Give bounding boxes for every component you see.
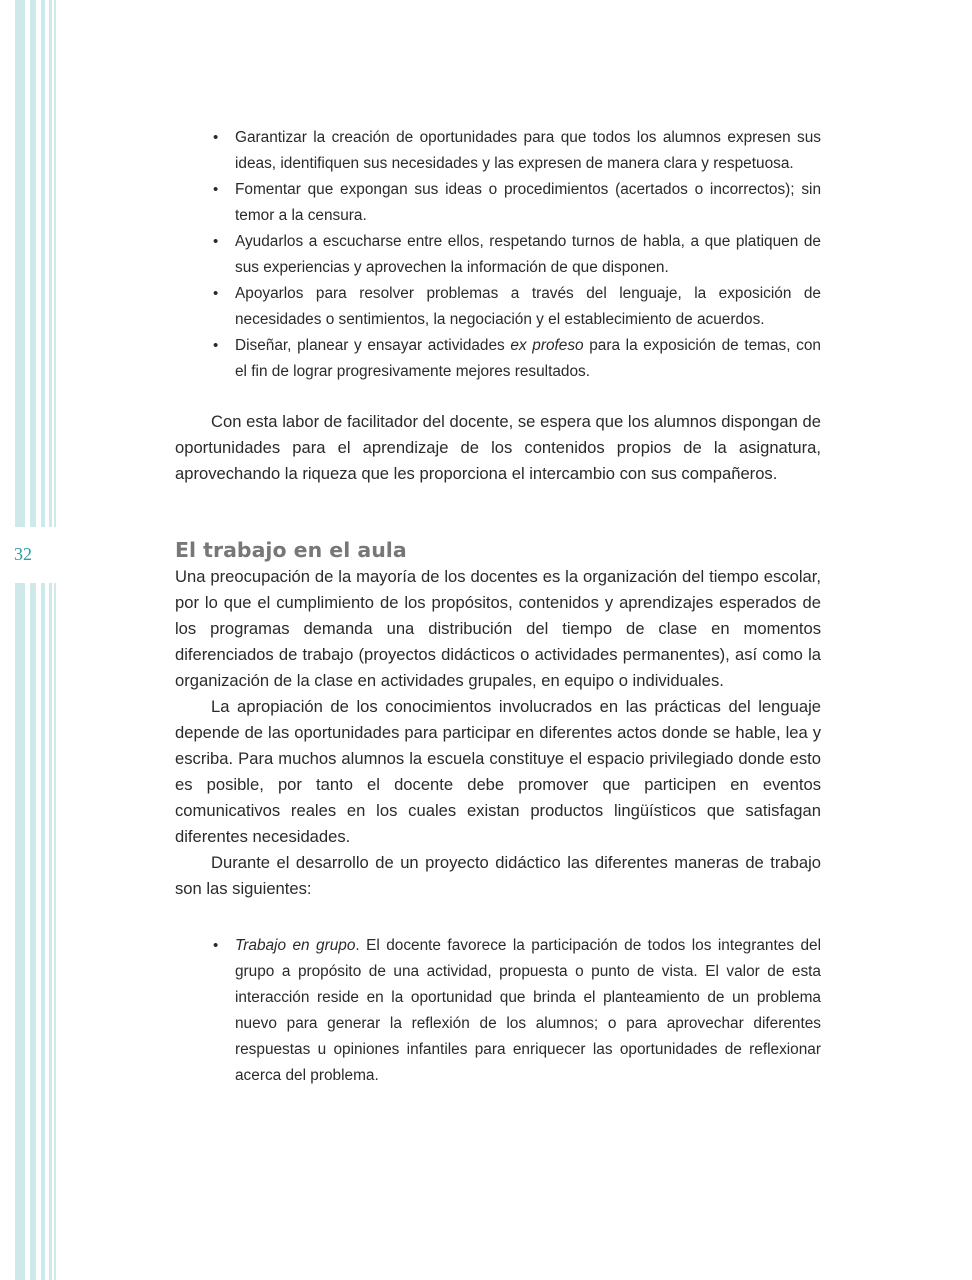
list-item: • Trabajo en grupo. El docente favorece la participación de todos los integrantes del grupo a propósito de una actividad, propuesta o punto de vista. El valor de esta interacción reside en la oportunidad que brinda el planteamiento de un problema nuevo para generar la reflexión de los alumnos; o para aprovechar diferentes respuestas u opiniones infantiles para enriquecer las oportunidades de reflexionar acerca del problema. — [175, 933, 821, 1089]
bullet-icon: • — [213, 233, 219, 250]
bullet-icon: • — [213, 285, 219, 302]
bullet-list-bottom — [175, 933, 821, 1089]
list-item: • Garantizar la creación de oportunidades para que todos los alumnos expresen sus ideas, identifiquen sus necesidades y las expresen de manera clara y respetuosa. — [175, 125, 821, 177]
page-number: 32 — [14, 544, 32, 564]
list-item: • Fomentar que expongan sus ideas o procedimientos (acertados o incorrectos); sin temor a la censura. — [175, 177, 821, 229]
paragraph-facilitador: Con esta labor de facilitador del docente, se espera que los alumnos dispongan de oportunidades para el aprendizaje de los contenidos propios de la asignatura, aprovechando la riqueza que les proporciona el intercambio con sus compañeros. — [175, 412, 821, 483]
bullet-icon: • — [213, 337, 219, 354]
section-title: El trabajo en el aula — [175, 538, 407, 562]
margin-stripe — [41, 0, 45, 1280]
bullet-icon: • — [213, 129, 219, 146]
margin-stripe — [30, 0, 36, 1280]
bullet-icon: • — [213, 937, 219, 954]
decorative-margin-stripes — [0, 0, 60, 1280]
margin-stripe — [15, 0, 25, 1280]
paragraph-2: La apropiación de los conocimientos involucrados en las prácticas del lenguaje depende de las oportunidades para participar en diferentes actos donde se hable, lea y escriba. Para muchos alumnos la escuela constituye el espacio privilegiado donde esto es posible, por tanto el docente debe promover que participen en eventos comunicativos reales en los cuales existan productos lingüísticos que satisfagan diferentes necesidades. — [175, 697, 821, 846]
margin-stripe — [49, 0, 52, 1280]
page-content — [175, 125, 821, 1089]
list-item: • Diseñar, planear y ensayar actividades ex profeso para la exposición de temas, con el fin de lograr progresivamente mejores resultados. — [175, 333, 821, 385]
list-item: • Apoyarlos para resolver problemas a través del lenguaje, la exposición de necesidades o sentimientos, la negociación y el establecimiento de acuerdos. — [175, 281, 821, 333]
paragraph-3: Durante el desarrollo de un proyecto didáctico las diferentes maneras de trabajo son las siguientes: — [175, 853, 821, 898]
paragraph-1: Una preocupación de la mayoría de los docentes es la organización del tiempo escolar, por lo que el cumplimiento de los propósitos, contenidos y aprendizajes esperados de los programas demanda una distribución del tiempo de clase en momentos diferenciados de trabajo (proyectos didácticos o actividades permanentes), así como la organización de la clase en actividades grupales, en equipo o individuales. — [175, 567, 821, 690]
list-item: • Ayudarlos a escucharse entre ellos, respetando turnos de habla, a que platiquen de sus experiencias y aprovechen la información de que disponen. — [175, 229, 821, 281]
margin-stripe — [54, 0, 56, 1280]
bullet-list-top — [175, 125, 821, 385]
bullet-icon: • — [213, 181, 219, 198]
